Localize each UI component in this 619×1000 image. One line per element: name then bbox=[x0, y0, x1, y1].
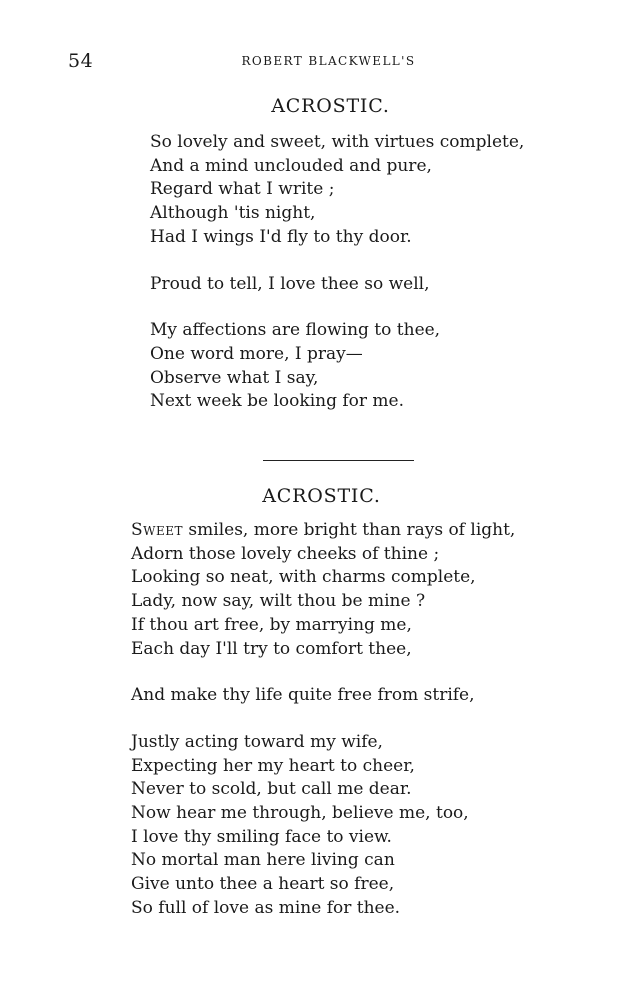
poem-line: I love thy smiling face to view. bbox=[131, 826, 392, 847]
poem-line: My affections are flowing to thee, bbox=[150, 320, 441, 341]
poem-line: Proud to tell, I love thee so well, bbox=[150, 273, 430, 294]
poem-line: So full of love as mine for thee. bbox=[131, 897, 401, 918]
poem-line: Never to scold, but call me dear. bbox=[131, 779, 412, 800]
poem-line: One word more, I pray— bbox=[150, 343, 363, 364]
poem-line: Justly acting toward my wife, bbox=[131, 731, 383, 752]
poem-line: So lovely and sweet, with virtues complete, bbox=[150, 132, 525, 152]
stanza bbox=[131, 684, 619, 708]
poem-line: Expecting her my heart to cheer, bbox=[131, 755, 415, 776]
poem-line: Adorn those lovely cheeks of thine ; bbox=[131, 543, 440, 564]
poem-line: Next week be looking for me. bbox=[150, 391, 405, 412]
poem-line bbox=[131, 519, 619, 543]
stanza bbox=[150, 319, 619, 414]
section-divider bbox=[263, 460, 414, 461]
poem-title: ACROSTIC. bbox=[262, 485, 381, 507]
page-number: 54 bbox=[68, 50, 94, 72]
poem-title: ACROSTIC. bbox=[271, 95, 390, 117]
poem-line: Give unto thee a heart so free, bbox=[131, 874, 395, 895]
poem-line: If thou art free, by marrying me, bbox=[131, 614, 412, 635]
poem-line: Although 'tis night, bbox=[150, 203, 316, 224]
poem-body bbox=[131, 519, 619, 921]
running-head bbox=[0, 54, 619, 68]
poem-line: Each day I'll try to comfort thee, bbox=[131, 638, 412, 659]
stanza bbox=[131, 731, 619, 921]
poem-line: Now hear me through, believe me, too, bbox=[131, 803, 469, 824]
poem-line: And make thy life quite free from strife, bbox=[131, 685, 475, 706]
poem-body bbox=[150, 131, 619, 414]
poem-line: Lady, now say, wilt thou be mine ? bbox=[131, 591, 426, 612]
stanza bbox=[150, 131, 619, 250]
stanza bbox=[131, 519, 619, 661]
first-line-rest: smiles, more bright than rays of light, bbox=[183, 520, 516, 540]
poem-line: Had I wings I'd fly to thy door. bbox=[150, 226, 412, 247]
poem-acrostic-1 bbox=[0, 95, 619, 414]
poem-line: No mortal man here living can bbox=[131, 850, 395, 871]
poem-line: Observe what I say, bbox=[150, 367, 319, 388]
stanza bbox=[150, 273, 619, 297]
running-title: ROBERT BLACKWELL'S bbox=[241, 54, 416, 68]
first-word: Sweet bbox=[131, 520, 184, 540]
poem-acrostic-2 bbox=[0, 485, 619, 921]
poem-line: Looking so neat, with charms complete, bbox=[131, 567, 476, 588]
poem-line: Regard what I write ; bbox=[150, 179, 335, 200]
poem-line: And a mind unclouded and pure, bbox=[150, 155, 432, 176]
